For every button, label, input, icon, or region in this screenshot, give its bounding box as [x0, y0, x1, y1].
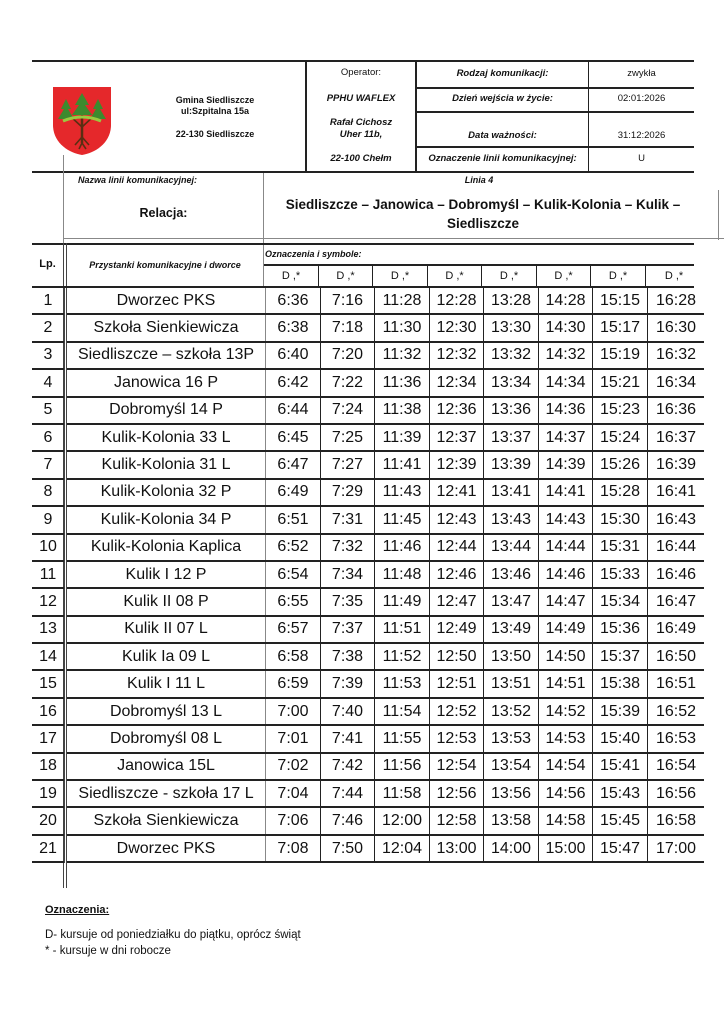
departure-time: 7:46	[321, 807, 375, 834]
table-row	[32, 397, 704, 424]
departure-time: 16:44	[648, 534, 705, 561]
departure-time: 16:58	[648, 807, 705, 834]
departure-time: 6:51	[266, 506, 321, 533]
departure-time: 12:04	[375, 835, 430, 862]
departure-time: 12:46	[430, 561, 484, 588]
stop-name: Dobromyśl 08 L	[66, 725, 266, 752]
departure-time: 14:53	[539, 725, 593, 752]
departure-time: 15:45	[593, 807, 648, 834]
departure-time: 13:54	[484, 753, 539, 780]
row-number: 18	[32, 753, 66, 780]
info-value-validity: 31:12:2026	[617, 130, 666, 141]
departure-time: 6:38	[266, 314, 321, 341]
info-label-validity: Data ważności:	[468, 130, 537, 141]
departure-time: 14:37	[539, 424, 593, 451]
departure-time: 12:37	[430, 424, 484, 451]
departure-time: 13:50	[484, 643, 539, 670]
row-number: 8	[32, 479, 66, 506]
departure-time: 6:57	[266, 616, 321, 643]
departure-time: 6:54	[266, 561, 321, 588]
departure-time: 7:01	[266, 725, 321, 752]
departure-time: 16:30	[648, 314, 705, 341]
info-row-line-2	[415, 111, 694, 113]
table-header-top-border	[32, 243, 694, 245]
departure-time: 13:44	[484, 534, 539, 561]
departure-time: 14:41	[539, 479, 593, 506]
row-number: 19	[32, 780, 66, 807]
stop-name: Dworzec PKS	[66, 288, 266, 314]
departure-time: 15:19	[593, 342, 648, 369]
stop-name: Janowica 16 P	[66, 369, 266, 396]
departure-time: 7:50	[321, 835, 375, 862]
departure-time: 13:36	[484, 397, 539, 424]
relation-right-border	[718, 190, 719, 240]
table-row	[32, 479, 704, 506]
row-number: 3	[32, 342, 66, 369]
timetable	[32, 288, 704, 863]
info-label-type: Rodzaj komunikacji:	[456, 68, 549, 79]
departure-time: 6:49	[266, 479, 321, 506]
departure-time: 14:39	[539, 451, 593, 478]
departure-time: 15:17	[593, 314, 648, 341]
lp-header: Lp.	[39, 258, 56, 270]
table-row	[32, 506, 704, 533]
departure-time: 14:54	[539, 753, 593, 780]
departure-time: 15:15	[593, 288, 648, 314]
departure-time: 13:30	[484, 314, 539, 341]
stop-name: Kulik-Kolonia 32 P	[66, 479, 266, 506]
departure-time: 11:46	[375, 534, 430, 561]
departure-time: 14:52	[539, 698, 593, 725]
table-row	[32, 835, 704, 862]
table-row	[32, 725, 704, 752]
departure-time: 11:55	[375, 725, 430, 752]
departure-time: 12:43	[430, 506, 484, 533]
row-number: 10	[32, 534, 66, 561]
departure-time: 6:45	[266, 424, 321, 451]
departure-time: 11:56	[375, 753, 430, 780]
departure-time: 15:21	[593, 369, 648, 396]
departure-time: 11:28	[375, 288, 430, 314]
departure-time: 15:40	[593, 725, 648, 752]
departure-time: 11:54	[375, 698, 430, 725]
departure-time: 15:34	[593, 588, 648, 615]
stop-name: Dworzec PKS	[66, 835, 266, 862]
operator-label: Operator:	[340, 67, 382, 78]
departure-time: 7:04	[266, 780, 321, 807]
departure-time: 15:23	[593, 397, 648, 424]
departure-time: 6:55	[266, 588, 321, 615]
departure-time: 16:28	[648, 288, 705, 314]
departure-time: 14:32	[539, 342, 593, 369]
departure-time: 7:20	[321, 342, 375, 369]
departure-time: 7:29	[321, 479, 375, 506]
departure-time: 7:39	[321, 670, 375, 697]
departure-time: 16:41	[648, 479, 705, 506]
departure-time: 13:43	[484, 506, 539, 533]
departure-time: 7:00	[266, 698, 321, 725]
table-row	[32, 780, 704, 807]
table-row	[32, 807, 704, 834]
departure-time: 11:53	[375, 670, 430, 697]
departure-time: 6:44	[266, 397, 321, 424]
departure-time: 15:37	[593, 643, 648, 670]
departure-time: 11:32	[375, 342, 430, 369]
departure-time: 7:40	[321, 698, 375, 725]
info-row-line-1	[415, 87, 694, 89]
stop-name: Szkoła Sienkiewicza	[66, 314, 266, 341]
departure-time: 14:46	[539, 561, 593, 588]
departure-time: 14:00	[484, 835, 539, 862]
departure-time: 7:25	[321, 424, 375, 451]
departure-time: 7:42	[321, 753, 375, 780]
departure-time: 14:51	[539, 670, 593, 697]
departure-time: 7:08	[266, 835, 321, 862]
departure-time: 12:32	[430, 342, 484, 369]
departure-time: 7:41	[321, 725, 375, 752]
table-row	[32, 369, 704, 396]
departure-time: 12:39	[430, 451, 484, 478]
departure-time: 13:32	[484, 342, 539, 369]
legend-item-star: * - kursuje w dni robocze	[45, 945, 171, 957]
stops-header: Przystanki komunikacyjne i dworce	[89, 260, 241, 270]
table-row	[32, 670, 704, 697]
operator-person: Rafał Cichosz	[329, 117, 393, 128]
departure-time: 14:34	[539, 369, 593, 396]
stop-name: Kulik-Kolonia Kaplica	[66, 534, 266, 561]
departure-time: 12:28	[430, 288, 484, 314]
departure-time: 15:33	[593, 561, 648, 588]
departure-time: 11:30	[375, 314, 430, 341]
symbol-cell: D ,*	[373, 266, 428, 286]
row-number: 16	[32, 698, 66, 725]
departure-time: 13:46	[484, 561, 539, 588]
departure-time: 12:54	[430, 753, 484, 780]
departure-time: 6:36	[266, 288, 321, 314]
departure-time: 7:16	[321, 288, 375, 314]
departure-time: 15:31	[593, 534, 648, 561]
departure-time: 16:49	[648, 616, 705, 643]
departure-time: 16:37	[648, 424, 705, 451]
table-row	[32, 643, 704, 670]
departure-time: 13:47	[484, 588, 539, 615]
row-number: 11	[32, 561, 66, 588]
departure-time: 14:36	[539, 397, 593, 424]
departure-time: 7:35	[321, 588, 375, 615]
departure-time: 13:53	[484, 725, 539, 752]
departure-time: 16:39	[648, 451, 705, 478]
departure-time: 13:34	[484, 369, 539, 396]
row-number: 12	[32, 588, 66, 615]
stop-name: Kulik-Kolonia 34 P	[66, 506, 266, 533]
departure-time: 15:24	[593, 424, 648, 451]
departure-time: 13:39	[484, 451, 539, 478]
table-row	[32, 698, 704, 725]
departure-time: 6:40	[266, 342, 321, 369]
departure-time: 12:58	[430, 807, 484, 834]
table-row	[32, 616, 704, 643]
departure-time: 15:26	[593, 451, 648, 478]
relation-label: Relacja:	[139, 206, 188, 220]
departure-time: 17:00	[648, 835, 705, 862]
departure-time: 16:52	[648, 698, 705, 725]
table-row	[32, 288, 704, 314]
departure-time: 12:41	[430, 479, 484, 506]
departure-time: 12:34	[430, 369, 484, 396]
info-label-line-code: Oznaczenie linii komunikacyjnej:	[428, 153, 577, 164]
table-row	[32, 314, 704, 341]
departure-time: 15:36	[593, 616, 648, 643]
departure-time: 16:34	[648, 369, 705, 396]
departure-time: 12:44	[430, 534, 484, 561]
departure-time: 7:31	[321, 506, 375, 533]
departure-time: 11:58	[375, 780, 430, 807]
organizer-city: 22-130 Siedliszcze	[175, 129, 255, 139]
header-top-border	[32, 60, 694, 62]
table-row	[32, 342, 704, 369]
stop-name: Kulik II 07 L	[66, 616, 266, 643]
departure-time: 7:22	[321, 369, 375, 396]
departure-time: 6:52	[266, 534, 321, 561]
departure-time: 7:44	[321, 780, 375, 807]
departure-time: 7:06	[266, 807, 321, 834]
departure-time: 15:41	[593, 753, 648, 780]
relation-value: Siedliszcze – Janowica – Dobromyśl – Kulik-Kolonia – Kulik – Siedliszcze	[285, 197, 681, 231]
departure-time: 16:54	[648, 753, 705, 780]
departure-time: 11:49	[375, 588, 430, 615]
departure-time: 13:52	[484, 698, 539, 725]
departure-time: 15:28	[593, 479, 648, 506]
symbol-cell: D ,*	[319, 266, 373, 286]
relation-bottom-line	[63, 238, 724, 239]
departure-time: 15:43	[593, 780, 648, 807]
departure-time: 14:56	[539, 780, 593, 807]
stop-name: Kulik Ia 09 L	[66, 643, 266, 670]
departure-time: 13:37	[484, 424, 539, 451]
row-number: 4	[32, 369, 66, 396]
departure-time: 15:38	[593, 670, 648, 697]
legend	[45, 902, 301, 959]
row-number: 20	[32, 807, 66, 834]
stop-name: Szkoła Sienkiewicza	[66, 807, 266, 834]
departure-time: 11:45	[375, 506, 430, 533]
departure-time: 16:50	[648, 643, 705, 670]
departure-time: 14:58	[539, 807, 593, 834]
departure-time: 14:44	[539, 534, 593, 561]
departure-time: 13:41	[484, 479, 539, 506]
departure-time: 14:49	[539, 616, 593, 643]
stop-name: Kulik-Kolonia 31 L	[66, 451, 266, 478]
departure-time: 16:47	[648, 588, 705, 615]
departure-time: 11:48	[375, 561, 430, 588]
departure-time: 6:59	[266, 670, 321, 697]
stop-name: Dobromyśl 13 L	[66, 698, 266, 725]
row-number: 6	[32, 424, 66, 451]
departure-time: 15:39	[593, 698, 648, 725]
departure-time: 11:51	[375, 616, 430, 643]
stop-name: Kulik-Kolonia 33 L	[66, 424, 266, 451]
stop-name: Kulik II 08 P	[66, 588, 266, 615]
table-row	[32, 451, 704, 478]
row-number: 15	[32, 670, 66, 697]
departure-time: 13:56	[484, 780, 539, 807]
row-number: 5	[32, 397, 66, 424]
departure-time: 13:49	[484, 616, 539, 643]
departure-time: 14:28	[539, 288, 593, 314]
organizer-name: Gmina Siedliszcze	[175, 95, 255, 105]
departure-time: 15:47	[593, 835, 648, 862]
departure-time: 7:37	[321, 616, 375, 643]
departure-time: 11:52	[375, 643, 430, 670]
departure-time: 16:43	[648, 506, 705, 533]
departure-time: 12:00	[375, 807, 430, 834]
symbol-cell: D ,*	[591, 266, 646, 286]
info-row-line-3	[415, 146, 694, 148]
departure-time: 12:36	[430, 397, 484, 424]
departure-time: 11:43	[375, 479, 430, 506]
row-number: 21	[32, 835, 66, 862]
info-value-start: 02:01:2026	[617, 93, 666, 104]
line-name-label: Nazwa linii komunikacyjnej:	[78, 175, 198, 185]
table-row	[32, 753, 704, 780]
row-number: 1	[32, 288, 66, 314]
departure-time: 12:53	[430, 725, 484, 752]
departure-time: 14:30	[539, 314, 593, 341]
departure-time: 13:28	[484, 288, 539, 314]
departure-time: 11:41	[375, 451, 430, 478]
legend-title: Oznaczenia:	[45, 904, 110, 916]
departure-time: 12:49	[430, 616, 484, 643]
row-number: 13	[32, 616, 66, 643]
line-name-value: Linia 4	[464, 175, 494, 185]
symbol-cell: D ,*	[664, 270, 684, 282]
symbol-cell: D ,*	[264, 266, 319, 286]
departure-time: 12:52	[430, 698, 484, 725]
departure-time: 16:46	[648, 561, 705, 588]
departure-time: 12:50	[430, 643, 484, 670]
operator-city: 22-100 Chełm	[330, 153, 392, 164]
symbol-cell: D ,*	[537, 266, 591, 286]
departure-time: 15:00	[539, 835, 593, 862]
departure-time: 7:34	[321, 561, 375, 588]
departure-time: 13:51	[484, 670, 539, 697]
stop-name: Dobromyśl 14 P	[66, 397, 266, 424]
stop-name: Kulik I 12 P	[66, 561, 266, 588]
departure-time: 14:43	[539, 506, 593, 533]
departure-time: 7:02	[266, 753, 321, 780]
table-row	[32, 534, 704, 561]
departure-time: 11:39	[375, 424, 430, 451]
coat-of-arms-icon	[53, 87, 111, 155]
symbols-header: Oznaczenia i symbole:	[265, 249, 362, 259]
legend-item-d: D- kursuje od poniedziałku do piątku, oprócz świąt	[45, 929, 301, 941]
operator-name: PPHU WAFLEX	[326, 93, 396, 104]
departure-time: 7:32	[321, 534, 375, 561]
departure-time: 7:24	[321, 397, 375, 424]
header-bottom-border	[32, 171, 694, 173]
departure-time: 14:47	[539, 588, 593, 615]
table-row	[32, 424, 704, 451]
departure-time: 13:58	[484, 807, 539, 834]
departure-time: 11:36	[375, 369, 430, 396]
stop-name: Janowica 15L	[66, 753, 266, 780]
departure-time: 16:56	[648, 780, 705, 807]
departure-time: 12:30	[430, 314, 484, 341]
departure-time: 14:50	[539, 643, 593, 670]
symbol-cell: D ,*	[428, 266, 482, 286]
departure-time: 13:00	[430, 835, 484, 862]
departure-time: 15:30	[593, 506, 648, 533]
stop-name: Kulik I 11 L	[66, 670, 266, 697]
departure-time: 6:58	[266, 643, 321, 670]
logo-guide-line	[63, 155, 64, 175]
departure-time: 7:27	[321, 451, 375, 478]
symbol-cell: D ,*	[482, 266, 537, 286]
row-number: 17	[32, 725, 66, 752]
info-label-start: Dzień wejścia w życie:	[452, 93, 553, 104]
departure-time: 11:38	[375, 397, 430, 424]
departure-time: 6:47	[266, 451, 321, 478]
row-number: 9	[32, 506, 66, 533]
table-row	[32, 588, 704, 615]
organizer-street: ul:Szpitalna 15a	[180, 106, 250, 116]
departure-time: 16:53	[648, 725, 705, 752]
departure-time: 12:47	[430, 588, 484, 615]
departure-time: 7:38	[321, 643, 375, 670]
departure-time: 12:51	[430, 670, 484, 697]
departure-time: 16:51	[648, 670, 705, 697]
row-number: 2	[32, 314, 66, 341]
departure-time: 16:36	[648, 397, 705, 424]
table-row	[32, 561, 704, 588]
info-value-line-code: U	[638, 153, 645, 164]
departure-time: 7:18	[321, 314, 375, 341]
departure-time: 6:42	[266, 369, 321, 396]
info-value-type: zwykła	[627, 68, 656, 79]
row-number: 14	[32, 643, 66, 670]
row-number: 7	[32, 451, 66, 478]
stop-name: Siedliszcze – szkoła 13P	[66, 342, 266, 369]
departure-time: 12:56	[430, 780, 484, 807]
symbols-row	[264, 266, 702, 286]
departure-time: 16:32	[648, 342, 705, 369]
operator-street: Uher 11b,	[339, 129, 383, 140]
stop-name: Siedliszcze - szkoła 17 L	[66, 780, 266, 807]
